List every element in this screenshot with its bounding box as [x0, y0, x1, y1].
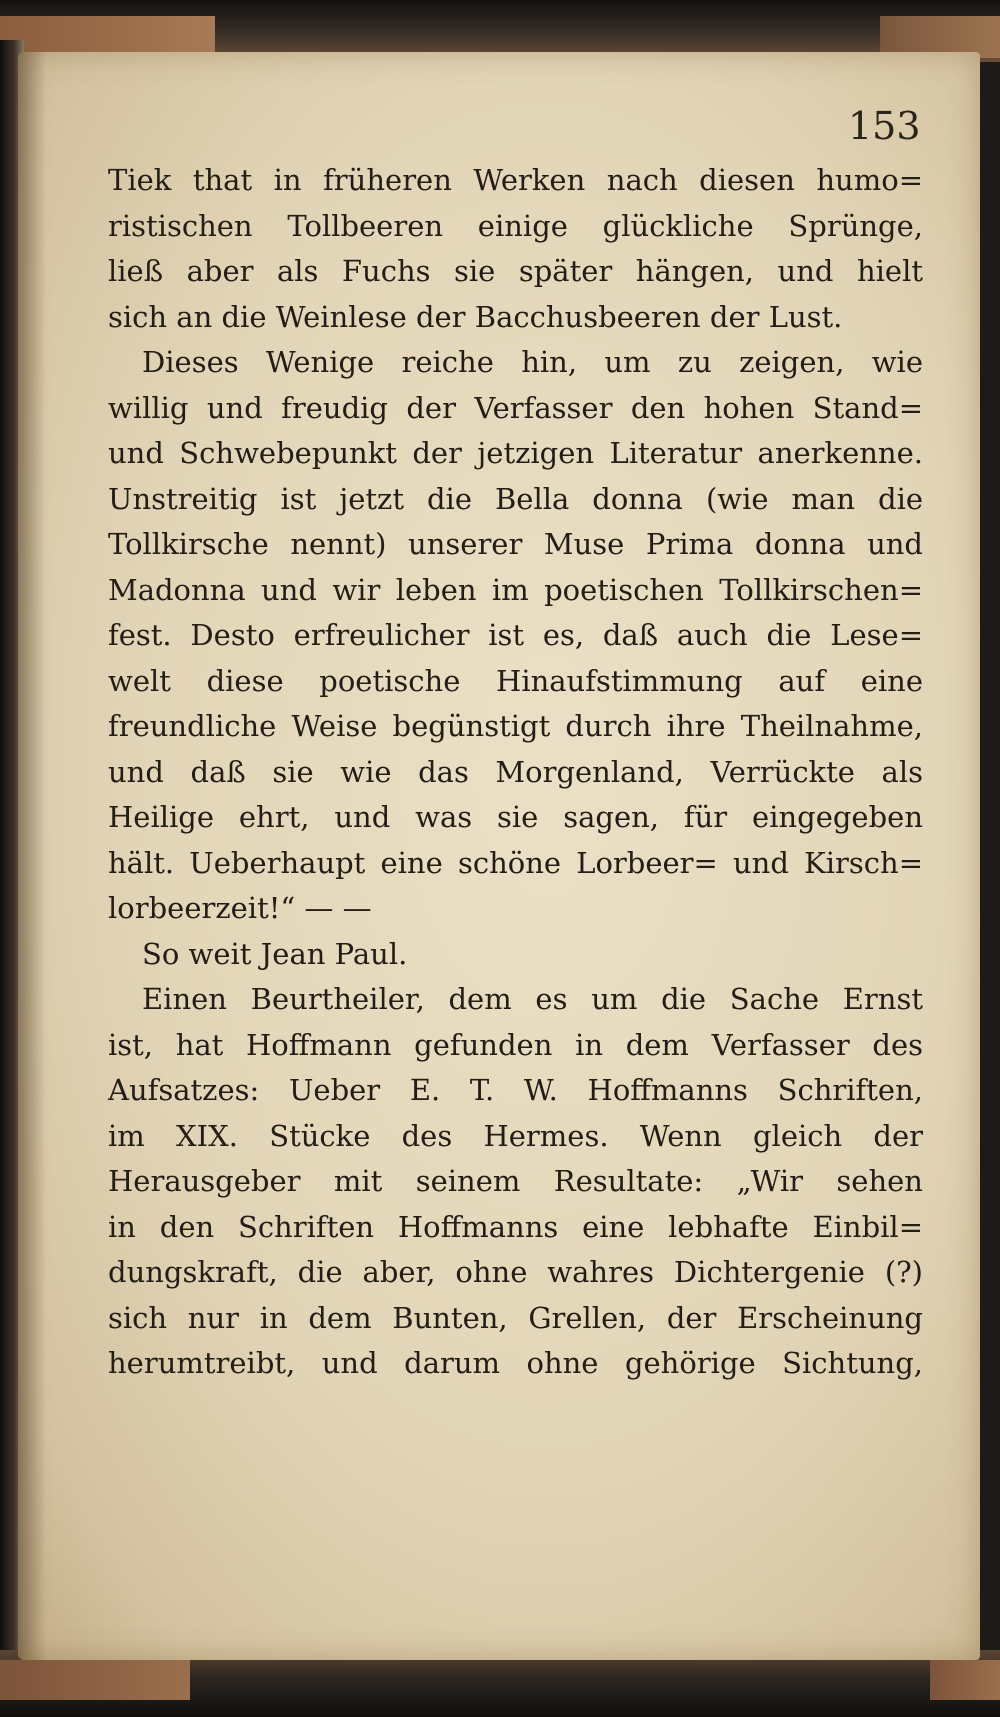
text-line: Tollkirsche nennt) unserer Muse Prima donna und	[108, 527, 923, 561]
text-line: Unstreitig ist jetzt die Bella donna (wie man die	[108, 481, 923, 516]
text-line: und Schwebepunkt der jetzigen Literatur anerkenne.	[108, 436, 923, 470]
text-line: hält. Ueberhaupt eine schöne Lorbeer= und Kirsch=	[108, 845, 923, 880]
text-line: herumtreibt, und darum ohne gehörige Sichtung,	[108, 1346, 923, 1380]
page-number: 153	[848, 104, 921, 148]
text-line: dungskraft, die aber, ohne wahres Dichtergenie (?)	[108, 1255, 923, 1289]
text-line: Madonna und wir leben im poetischen Tollkirschen=	[108, 572, 923, 607]
text-line: fest. Desto erfreulicher ist es, daß auch die Lese=	[108, 618, 923, 652]
text-line: und daß sie wie das Morgenland, Verrückte als	[108, 754, 923, 789]
text-line: sich nur in dem Bunten, Grellen, der Erscheinung	[108, 1300, 923, 1335]
text-line: im XIX. Stücke des Hermes. Wenn gleich der	[108, 1118, 923, 1153]
text-line: So weit Jean Paul.	[142, 936, 408, 971]
text-line: welt diese poetische Hinaufstimmung auf eine	[108, 663, 923, 698]
text-line: lorbeerzeit!“ — —	[108, 891, 372, 925]
text-line: sich an die Weinlese der Bacchusbeeren der Lust.	[108, 299, 843, 334]
cover-leather-patch	[930, 1660, 1000, 1700]
text-line: ristischen Tollbeeren einige glückliche Sprünge,	[108, 208, 923, 243]
text-line: ist, hat Hoffmann gefunden in dem Verfasser des	[108, 1027, 923, 1062]
text-line: ließ aber als Fuchs sie später hängen, und hielt	[108, 254, 923, 288]
text-line: Einen Beurtheiler, dem es um die Sache Ernst	[142, 982, 923, 1016]
text-line: Herausgeber mit seinem Resultate: „Wir sehen	[108, 1164, 923, 1198]
text-line: Aufsatzes: Ueber E. T. W. Hoffmanns Schriften,	[108, 1073, 923, 1107]
gutter-shadow	[18, 52, 46, 1660]
body-text	[108, 158, 923, 1387]
text-line: Dieses Wenige reiche hin, um zu zeigen, wie	[142, 345, 923, 379]
cover-leather-patch	[0, 1660, 190, 1700]
text-line: freundliche Weise begünstigt durch ihre Theilnahme,	[108, 709, 923, 743]
text-line: Tiek that in früheren Werken nach diesen humo=	[108, 163, 923, 197]
text-line: willig und freudig der Verfasser den hohen Stand=	[108, 390, 923, 425]
text-line: Heilige ehrt, und was sie sagen, für eingegeben	[108, 800, 923, 834]
text-line: in den Schriften Hoffmanns eine lebhafte Einbil=	[108, 1209, 923, 1244]
